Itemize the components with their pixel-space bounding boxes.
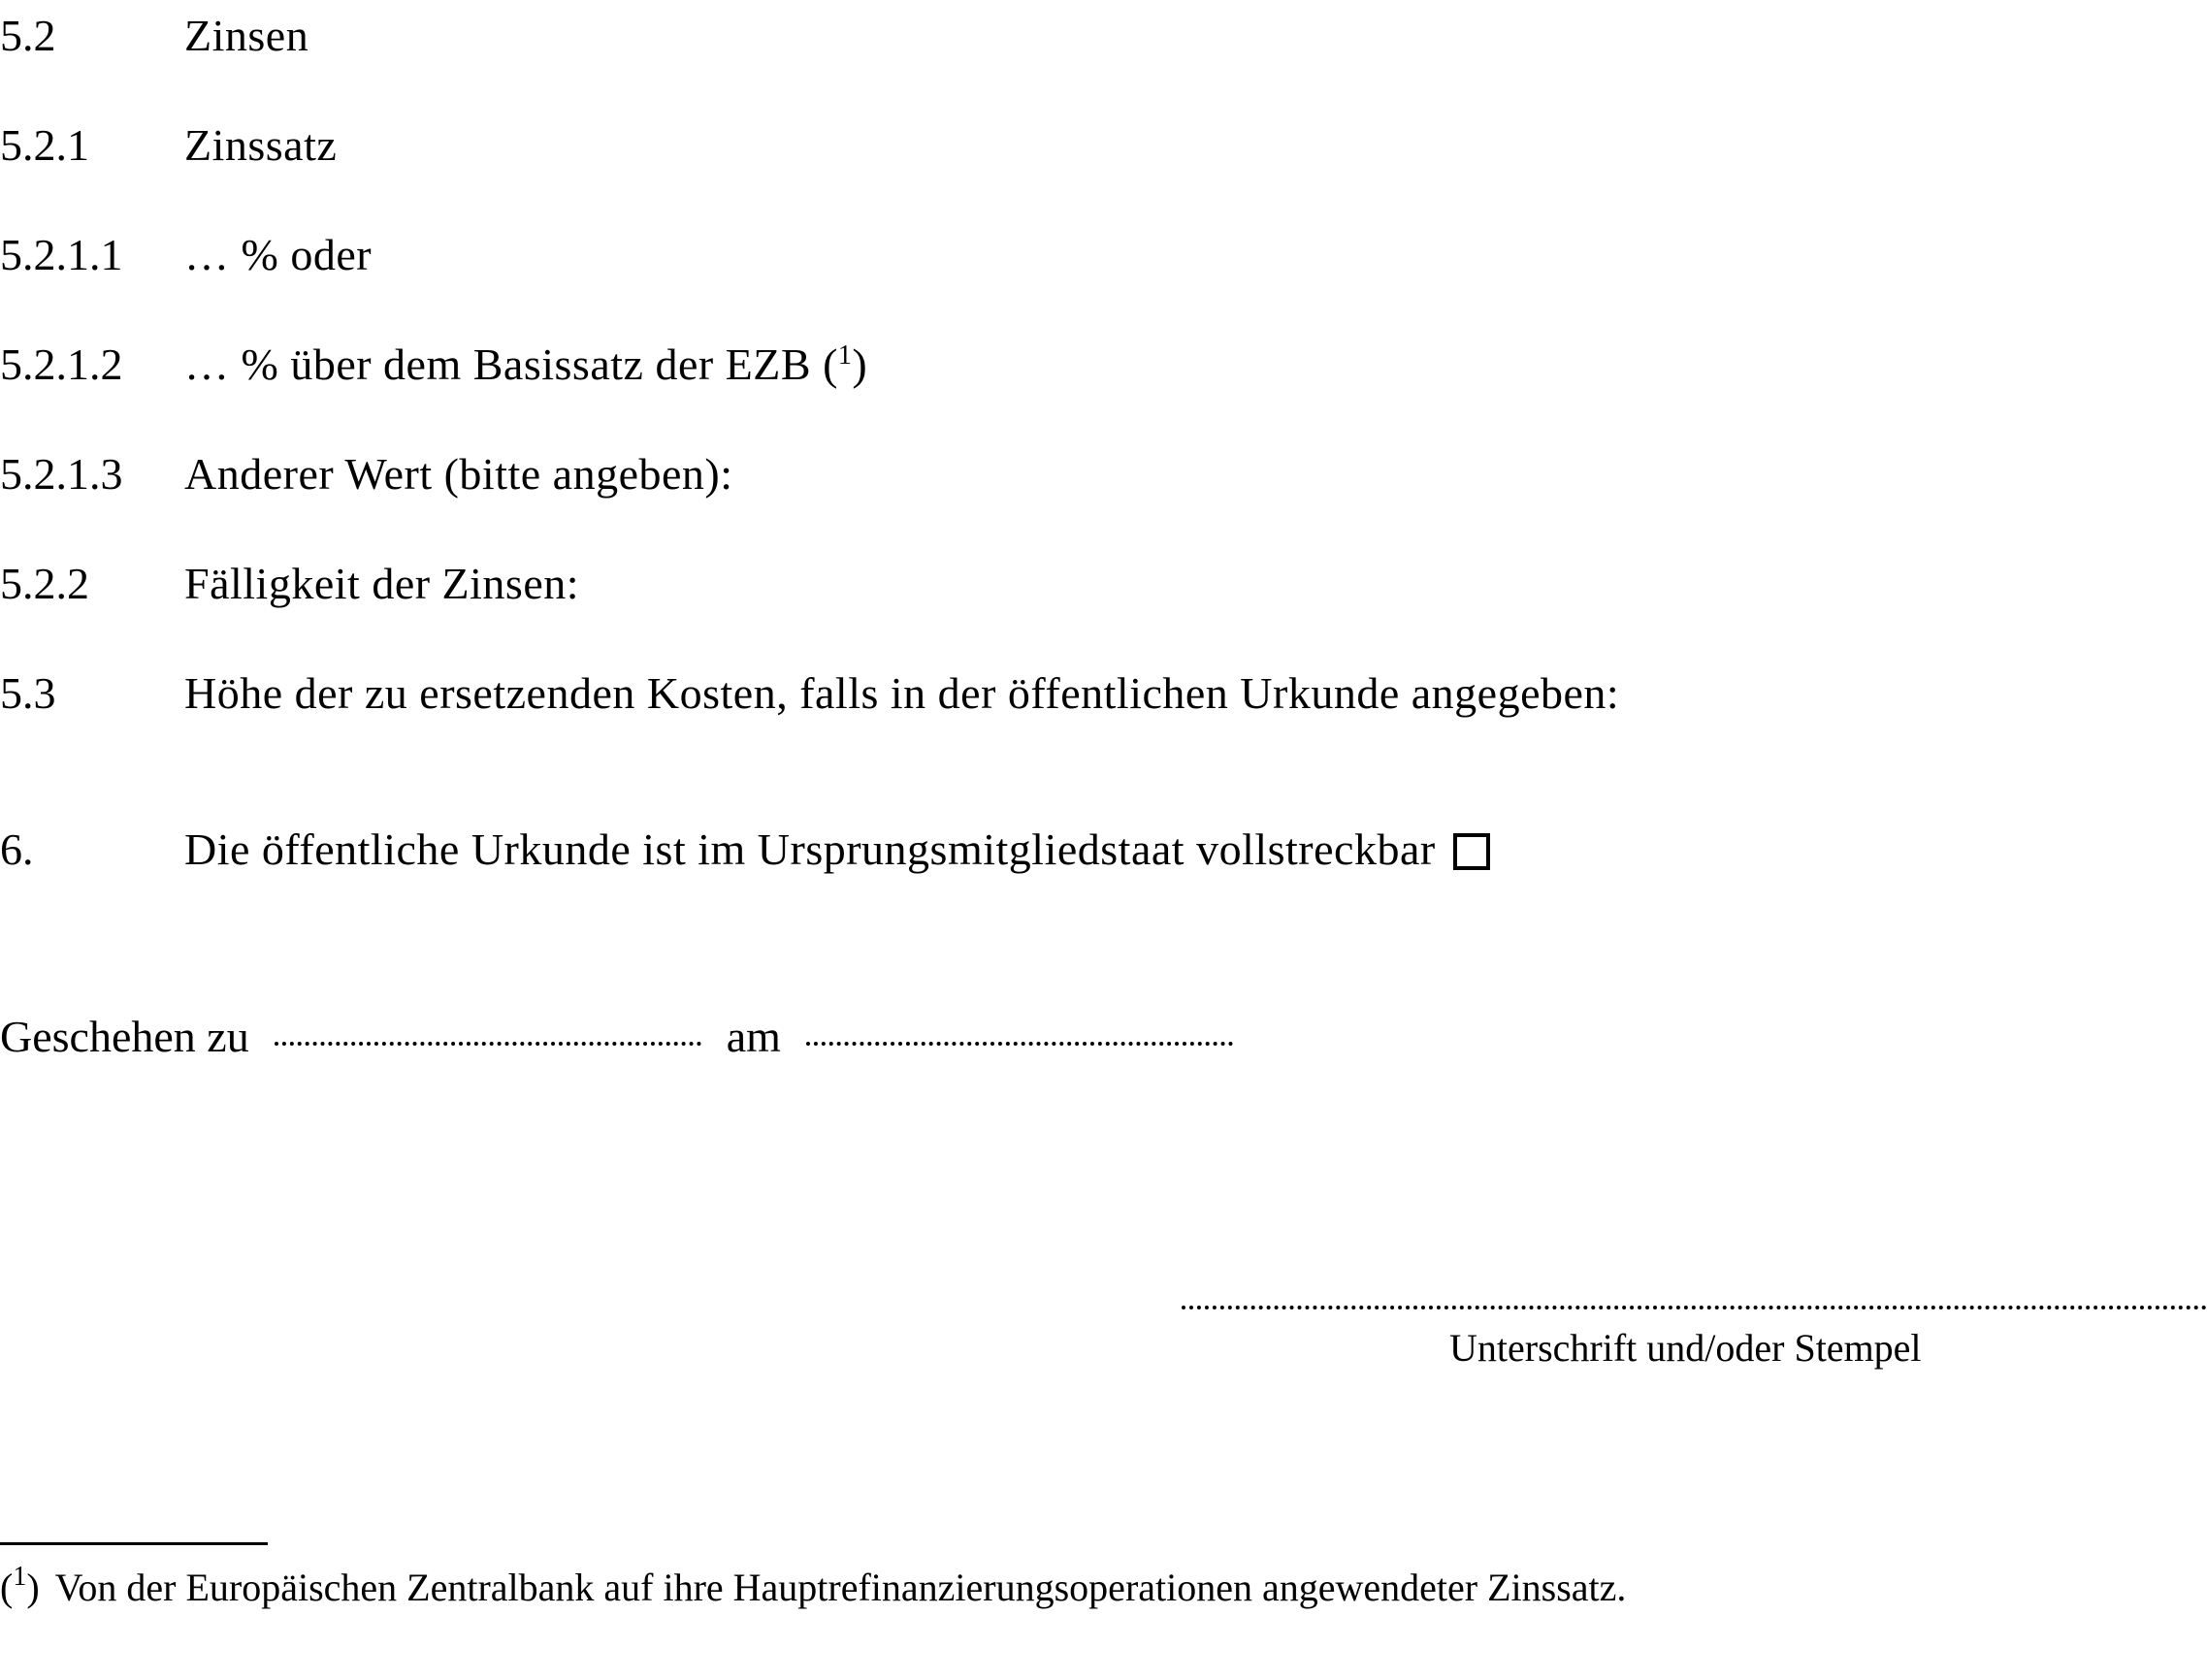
date-field[interactable] [806,1042,1233,1046]
footnote-text: Von der Europäischen Zentralbank auf ihre Hauptrefinanzierungsoperationen angewendeter Zinssatz. [54,1566,1627,1609]
section-number: 5.2.1 [0,120,89,170]
place-label: Geschehen zu [0,1012,249,1061]
section-number: 6. [0,824,34,874]
place-date-line [0,1012,1233,1061]
section-number: 5.2.1.3 [0,449,123,499]
section-number: 5.2.2 [0,559,89,608]
section-text-with-footnote [184,339,868,389]
footnote-marker: ($^1$) [0,1562,40,1609]
section-text-close: ) [852,339,868,389]
section-title: Zinsen [184,11,309,60]
section-number: 5.2 [0,11,56,60]
section-text: Anderer Wert (bitte angeben): [184,449,733,499]
footnote [0,1564,1626,1607]
date-label: am [726,1012,781,1061]
footnote-divider [0,1542,268,1545]
section-number: 5.2.1.2 [0,339,123,389]
enforceable-statement [184,824,1490,874]
footnote-reference: 1 [837,340,853,371]
section-text: Die öffentliche Urkunde ist im Ursprungsmitgliedstaat vollstreckbar [184,824,1436,874]
section-text: Fälligkeit der Zinsen: [184,559,580,608]
footnote-number: 1 [13,1562,27,1592]
section-text: … % über dem Basissatz der EZB ( [184,339,838,389]
section-text: Höhe der zu ersetzenden Kosten, falls in der öffentlichen Urkunde angegeben: [184,668,1620,718]
place-field[interactable] [275,1042,701,1046]
section-title: Zinssatz [184,120,338,170]
section-text: … % oder [184,230,373,279]
signature-label: Unterschrift und/oder Stempel [1449,1326,1922,1370]
signature-field[interactable] [1182,1306,2207,1309]
enforceable-checkbox[interactable] [1453,833,1490,870]
section-number: 5.2.1.1 [0,230,123,279]
section-number: 5.3 [0,668,56,718]
